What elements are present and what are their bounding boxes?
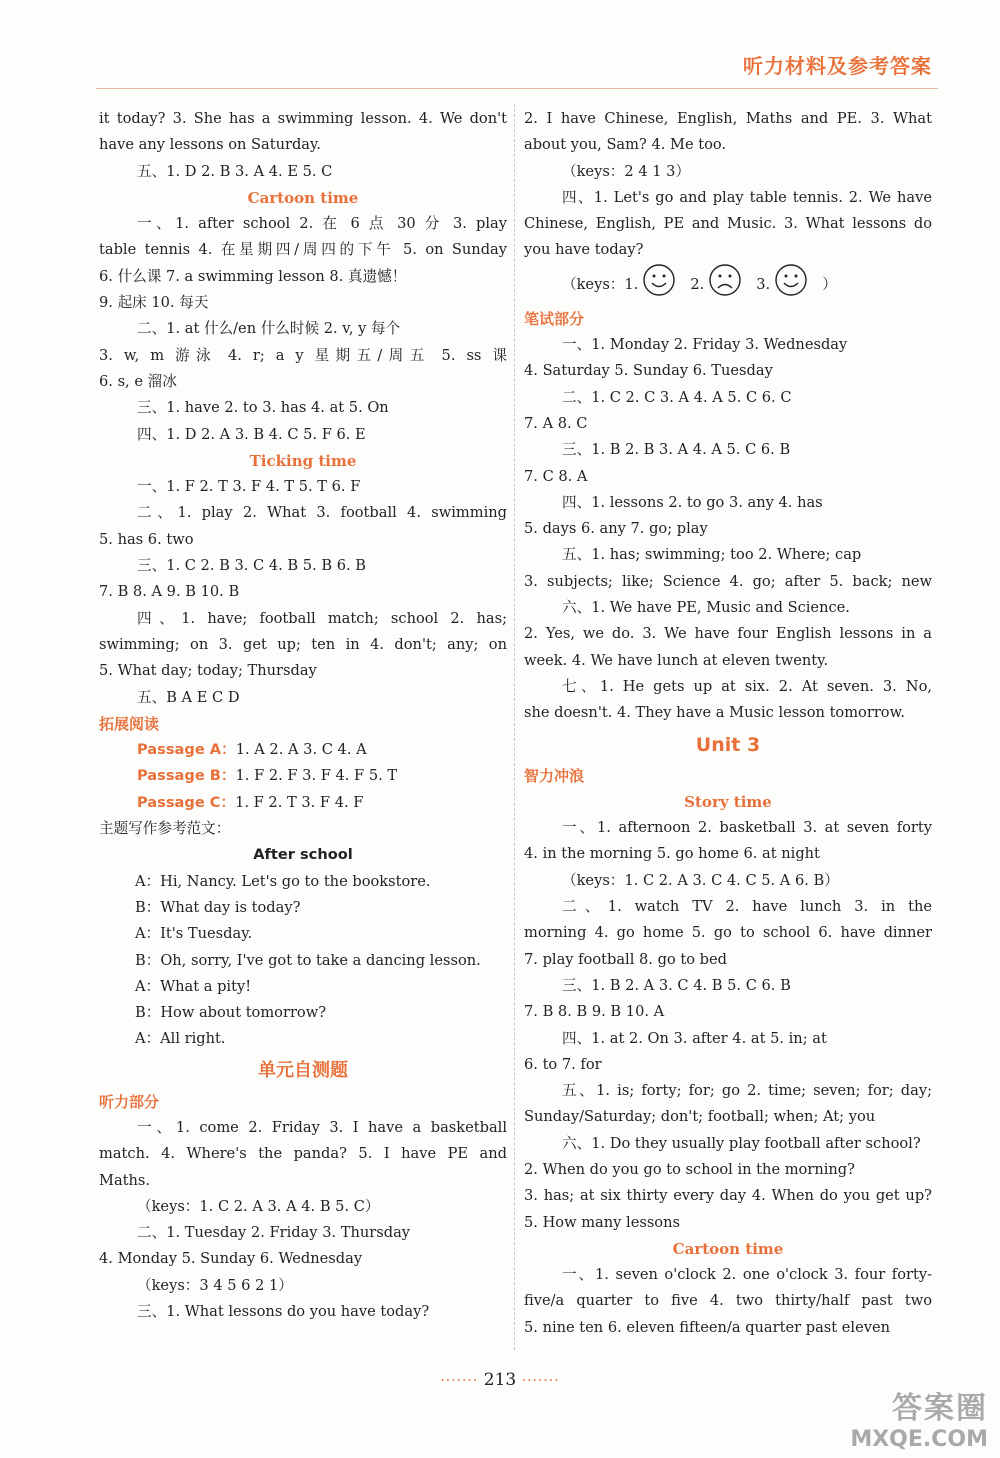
- answer-line: 4. Monday 5. Sunday 6. Wednesday: [99, 1250, 363, 1268]
- passage-c-label: Passage C：: [137, 793, 236, 811]
- answer-line: 二、1. watch TV 2. have lunch 3. in the: [562, 898, 932, 916]
- footer-dots-right: ·······: [521, 1373, 560, 1389]
- dialogue-line: A：It's Tuesday.: [135, 925, 253, 943]
- section-title-wave: 智力冲浪: [524, 766, 585, 785]
- answer-line: you have today?: [524, 241, 644, 259]
- passage-c-answers: 1. F 2. T 3. F 4. F: [235, 793, 364, 811]
- left-column: [99, 106, 507, 1325]
- answer-line: 二、1. C 2. C 3. A 4. A 5. C 6. C: [562, 388, 792, 406]
- answer-line: 三、1. What lessons do you have today?: [137, 1303, 430, 1321]
- answer-line: 5. has 6. two: [99, 530, 194, 548]
- answer-line: 四、1. at 2. On 3. after 4. at 5. in; at: [562, 1029, 827, 1047]
- frowning-face-icon: [708, 263, 742, 306]
- keys-line: （keys：3 4 5 6 2 1）: [137, 1276, 293, 1294]
- keys-line: （keys：1. C 2. A 3. A 4. B 5. C）: [137, 1197, 380, 1215]
- smiling-face-icon: [774, 263, 808, 306]
- answer-line: 7. B 8. B 9. B 10. A: [524, 1003, 665, 1021]
- watermark-logo: [850, 1383, 988, 1452]
- faces-number-2: 2.: [690, 275, 705, 293]
- answer-line: 二、1. Tuesday 2. Friday 3. Thursday: [137, 1224, 411, 1242]
- text-line: it today? 3. She has a swimming lesson. 4. We don't: [99, 110, 507, 127]
- answer-line: 五、1. is; forty; for; go 2. time; seven; for; day;: [562, 1082, 932, 1100]
- answer-line: table tennis 4. 在星期四/周四的下午 5. on Sunday: [99, 241, 507, 259]
- section-title-listening: 听力部分: [99, 1092, 160, 1111]
- answer-line: 五、1. has; swimming; too 2. Where; cap: [562, 546, 862, 564]
- section-title-cartoon-time: Cartoon time: [247, 188, 359, 207]
- dialogue-line: B：What day is today?: [135, 898, 301, 916]
- answer-line: 2. Yes, we do. 3. We have four English lessons in a: [524, 625, 932, 643]
- dialogue-line: A：All right.: [135, 1030, 226, 1048]
- watermark-line-1: 答案圈: [892, 1391, 988, 1426]
- answer-line: 六、1. We have PE, Music and Science.: [562, 599, 850, 617]
- answer-line: 7. B 8. A 9. B 10. B: [99, 583, 240, 601]
- dialogue-line: A：What a pity!: [135, 977, 252, 995]
- passage-b-line: [99, 763, 507, 789]
- answer-line: swimming; on 3. get up; ten in 4. don't; any; on: [99, 635, 507, 653]
- answer-line: 三、1. have 2. to 3. has 4. at 5. On: [137, 399, 389, 417]
- header-rule: [96, 88, 938, 89]
- answer-line: Sunday/Saturday; don't; football; when; At; you: [524, 1108, 876, 1126]
- answer-line: five/a quarter to five 4. two thirty/half past two: [524, 1292, 932, 1310]
- dialogue-line: A：Hi, Nancy. Let's go to the bookstore.: [135, 872, 431, 890]
- answer-line: 3. subjects; like; Science 4. go; after 5. back; new: [524, 572, 932, 590]
- answer-line: 3. has; at six thirty every day 4. When do you get up?: [524, 1187, 932, 1205]
- answer-line: about you, Sam? 4. Me too.: [524, 136, 727, 154]
- answer-line: 一、1. Monday 2. Friday 3. Wednesday: [562, 336, 848, 354]
- answer-line: 6. to 7. for: [524, 1055, 602, 1073]
- faces-keys-line: [524, 264, 932, 306]
- text-line: have any lessons on Saturday.: [99, 136, 321, 154]
- answer-line: 4. in the morning 5. go home 6. at night: [524, 845, 820, 863]
- answer-line: 2. When do you go to school in the morning?: [524, 1160, 855, 1178]
- section-title-cartoon-time: Cartoon time: [672, 1239, 784, 1258]
- essay-title: After school: [253, 846, 353, 864]
- answer-line: 四、1. lessons 2. to go 3. any 4. has: [562, 493, 823, 511]
- unit-title: Unit 3: [695, 733, 761, 756]
- writing-label: 主题写作参考范文：: [99, 820, 231, 838]
- section-title-story-time: Story time: [684, 792, 772, 811]
- answer-line: Maths.: [99, 1171, 151, 1189]
- answer-line: 5. How many lessons: [524, 1213, 680, 1231]
- answer-line: 5. nine ten 6. eleven fifteen/a quarter past eleven: [524, 1318, 890, 1336]
- keys-line: （keys：1. C 2. A 3. C 4. C 5. A 6. B）: [562, 871, 839, 889]
- footer-dots-left: ·······: [440, 1373, 479, 1389]
- page-header-title: 听力材料及参考答案: [743, 54, 932, 78]
- answer-line: 5. What day; today; Thursday: [99, 662, 317, 680]
- answer-line: 七、1. He gets up at six. 2. At seven. 3. No,: [562, 677, 932, 695]
- passage-a-label: Passage A：: [137, 741, 236, 759]
- keys-line: （keys：2 4 1 3）: [562, 162, 691, 180]
- section-title-extended-reading: 拓展阅读: [99, 714, 160, 733]
- dialogue-line: B：How about tomorrow?: [135, 1004, 327, 1022]
- section-title-ticking-time: Ticking time: [249, 451, 357, 470]
- answer-line: 7. play football 8. go to bed: [524, 950, 727, 968]
- watermark-line-2: MXQE.COM: [850, 1427, 988, 1452]
- answer-line: 7. C 8. A: [524, 467, 588, 485]
- passage-a-line: [99, 737, 507, 763]
- answer-line: morning 4. go home 5. go to school 6. have dinner: [524, 924, 932, 942]
- answer-line: 6. 什么课 7. a swimming lesson 8. 真遗憾！: [99, 267, 407, 285]
- answer-line: 一、1. seven o'clock 2. one o'clock 3. four forty-: [562, 1266, 932, 1284]
- answer-line: 二、1. at 什么/en 什么时候 2. v, y 每个: [137, 320, 401, 338]
- answer-line: week. 4. We have lunch at eleven twenty.: [524, 651, 829, 669]
- answer-line: 三、1. B 2. B 3. A 4. A 5. C 6. B: [562, 441, 791, 459]
- answer-line: 9. 起床 10. 每天: [99, 294, 209, 312]
- section-title-written: 笔试部分: [524, 309, 585, 328]
- answer-line: 7. A 8. C: [524, 414, 588, 432]
- section-title-unit-test: 单元自测题: [258, 1059, 348, 1081]
- dialogue-line: B：Oh, sorry, I've got to take a dancing lesson.: [135, 951, 481, 969]
- faces-prefix: （keys：1.: [562, 275, 639, 293]
- answer-line: 一、1. afternoon 2. basketball 3. at seven forty: [562, 819, 932, 837]
- answer-line: 4. Saturday 5. Sunday 6. Tuesday: [524, 362, 773, 380]
- answer-line: 三、1. B 2. A 3. C 4. B 5. C 6. B: [562, 976, 791, 994]
- answer-line: 六、1. Do they usually play football after school?: [562, 1134, 921, 1152]
- answer-line: 五、1. D 2. B 3. A 4. E 5. C: [137, 162, 333, 180]
- answer-line: 四、1. have; football match; school 2. has;: [137, 609, 507, 627]
- answer-line: 二、1. play 2. What 3. football 4. swimming: [137, 504, 507, 522]
- answer-line: 6. s, e 溜冰: [99, 372, 177, 390]
- passage-b-label: Passage B：: [137, 767, 236, 785]
- passage-c-line: [99, 790, 507, 816]
- column-divider: [514, 104, 515, 1350]
- faces-suffix: ）: [822, 275, 837, 293]
- answer-line: 三、1. C 2. B 3. C 4. B 5. B 6. B: [137, 557, 366, 575]
- passage-b-answers: 1. F 2. F 3. F 4. F 5. T: [235, 767, 398, 785]
- answer-line: 一、1. F 2. T 3. F 4. T 5. T 6. F: [137, 478, 361, 496]
- answer-line: 四、1. Let's go and play table tennis. 2. We have: [562, 188, 932, 206]
- answer-line: match. 4. Where's the panda? 5. I have PE and: [99, 1145, 507, 1163]
- answer-line: Chinese, English, PE and Music. 3. What lessons do: [524, 215, 932, 233]
- answer-line: 3. w, m 游泳 4. r; a y 星期五/周五 5. ss 课: [99, 346, 507, 364]
- passage-a-answers: 1. A 2. A 3. C 4. A: [235, 741, 367, 759]
- faces-number-3: 3.: [756, 275, 771, 293]
- answer-line: 一、1. come 2. Friday 3. I have a basketball: [137, 1118, 507, 1136]
- right-column: [524, 106, 932, 1341]
- smiling-face-icon: [642, 263, 676, 306]
- page-number: 213: [483, 1370, 517, 1390]
- answer-line: 2. I have Chinese, English, Maths and PE. 3. What: [524, 110, 932, 127]
- answer-line: she doesn't. 4. They have a Music lesson tomorrow.: [524, 704, 905, 722]
- answer-line: 四、1. D 2. A 3. B 4. C 5. F 6. E: [137, 425, 366, 443]
- answer-line: 一、1. after school 2. 在 6 点 30 分 3. play: [137, 215, 507, 233]
- answer-line: 5. days 6. any 7. go; play: [524, 520, 708, 538]
- answer-line: 五、B A E C D: [137, 688, 240, 706]
